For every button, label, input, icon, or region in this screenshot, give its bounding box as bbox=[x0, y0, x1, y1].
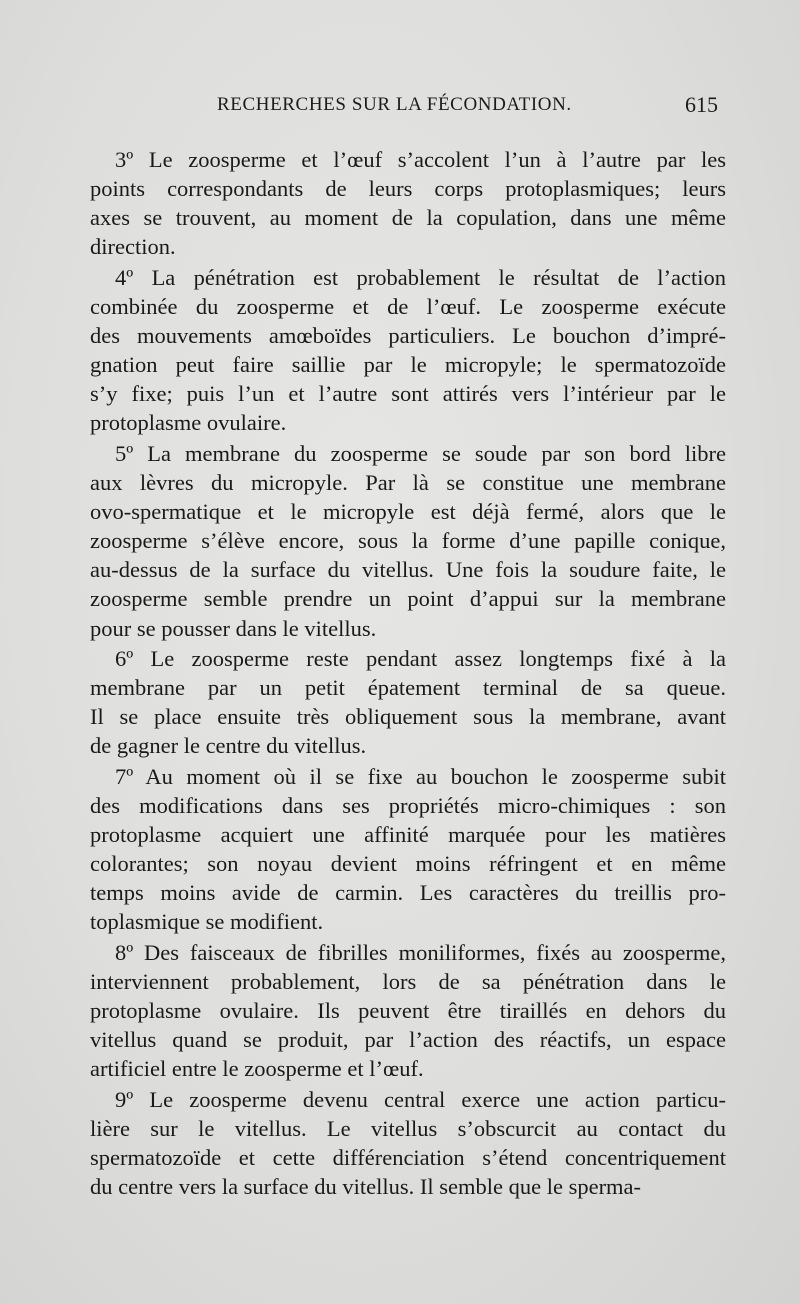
paragraph bbox=[90, 762, 726, 937]
text-line: combinée du zoosperme et de l’œuf. Le zoosperme exécute bbox=[90, 293, 726, 319]
page-number: 615 bbox=[685, 92, 718, 117]
text-line: des mouvements amœboïdes particuliers. Le bouchon d’impré- bbox=[90, 323, 726, 349]
text-line: aux lèvres du micropyle. Par là se constitue une membrane bbox=[90, 470, 726, 496]
paragraph bbox=[90, 439, 726, 643]
paragraph bbox=[90, 145, 726, 261]
text-line: protoplasme ovulaire. bbox=[90, 410, 287, 436]
text-line: 4º La pénétration est probablement le résultat de l’action bbox=[115, 264, 726, 290]
text-line: artificiel entre le zoosperme et l’œuf. bbox=[90, 1056, 424, 1082]
text-line: ovo-spermatique et le micropyle est déjà fermé, alors que le bbox=[90, 499, 726, 525]
paragraph bbox=[90, 938, 726, 1083]
text-line: 5º La membrane du zoosperme se soude par son bord libre bbox=[115, 440, 726, 466]
text-line: de gagner le centre du vitellus. bbox=[90, 733, 367, 759]
text-line: du centre vers la surface du vitellus. Il semble que le sperma- bbox=[90, 1174, 642, 1200]
text-line: au-dessus de la surface du vitellus. Une fois la soudure faite, le bbox=[90, 557, 726, 583]
text-line: lière sur le vitellus. Le vitellus s’obscurcit au contact du bbox=[90, 1116, 726, 1142]
text-line: 3º Le zoosperme et l’œuf s’accolent l’un à l’autre par les bbox=[115, 147, 726, 172]
text-line: 6º Le zoosperme reste pendant assez longtemps fixé à la bbox=[115, 646, 726, 672]
text-line: 7º Au moment où il se fixe au bouchon le zoosperme subit bbox=[115, 763, 726, 789]
text-line: vitellus quand se produit, par l’action des réactifs, un espace bbox=[90, 1027, 726, 1053]
text-line: toplasmique se modifient. bbox=[90, 909, 324, 935]
body-text bbox=[90, 145, 726, 1203]
text-line: points correspondants de leurs corps protoplasmiques; leurs bbox=[90, 176, 726, 202]
text-line: gnation peut faire saillie par le micropyle; le spermatozoïde bbox=[90, 352, 726, 378]
text-line: temps moins avide de carmin. Les caractères du treillis pro- bbox=[90, 880, 726, 906]
text-line: membrane par un petit épatement terminal de sa queue. bbox=[90, 675, 726, 701]
paragraph bbox=[90, 1085, 726, 1201]
text-line: 8º Des faisceaux de fibrilles moniliformes, fixés au zoosperme, bbox=[115, 940, 726, 966]
paragraph bbox=[90, 263, 726, 438]
page-header bbox=[90, 92, 718, 122]
paragraph bbox=[90, 644, 726, 760]
text-line: zoosperme semble prendre un point d’appui sur la membrane bbox=[90, 586, 726, 612]
text-line: spermatozoïde et cette différenciation s’étend concentriquement bbox=[90, 1145, 726, 1171]
text-line: 9º Le zoosperme devenu central exerce une action particu- bbox=[115, 1087, 726, 1112]
text-line: axes se trouvent, au moment de la copulation, dans une même bbox=[90, 205, 726, 231]
text-line: colorantes; son noyau devient moins réfringent et en même bbox=[90, 851, 726, 877]
text-line: Il se place ensuite très obliquement sous la membrane, avant bbox=[90, 704, 726, 730]
text-line: zoosperme s’élève encore, sous la forme d’une papille conique, bbox=[90, 528, 726, 554]
text-line: interviennent probablement, lors de sa pénétration dans le bbox=[90, 969, 726, 995]
text-line: pour se pousser dans le vitellus. bbox=[90, 615, 377, 641]
text-line: s’y fixe; puis l’un et l’autre sont attirés vers l’intérieur par le bbox=[90, 381, 726, 407]
text-line: protoplasme acquiert une affinité marquée pour les matières bbox=[90, 822, 726, 848]
text-line: des modifications dans ses propriétés micro-chimiques : son bbox=[90, 793, 726, 819]
running-title: RECHERCHES SUR LA FÉCONDATION. bbox=[217, 94, 572, 115]
text-line: protoplasme ovulaire. Ils peuvent être tiraillés en dehors du bbox=[90, 998, 726, 1024]
text-line: direction. bbox=[90, 234, 176, 260]
